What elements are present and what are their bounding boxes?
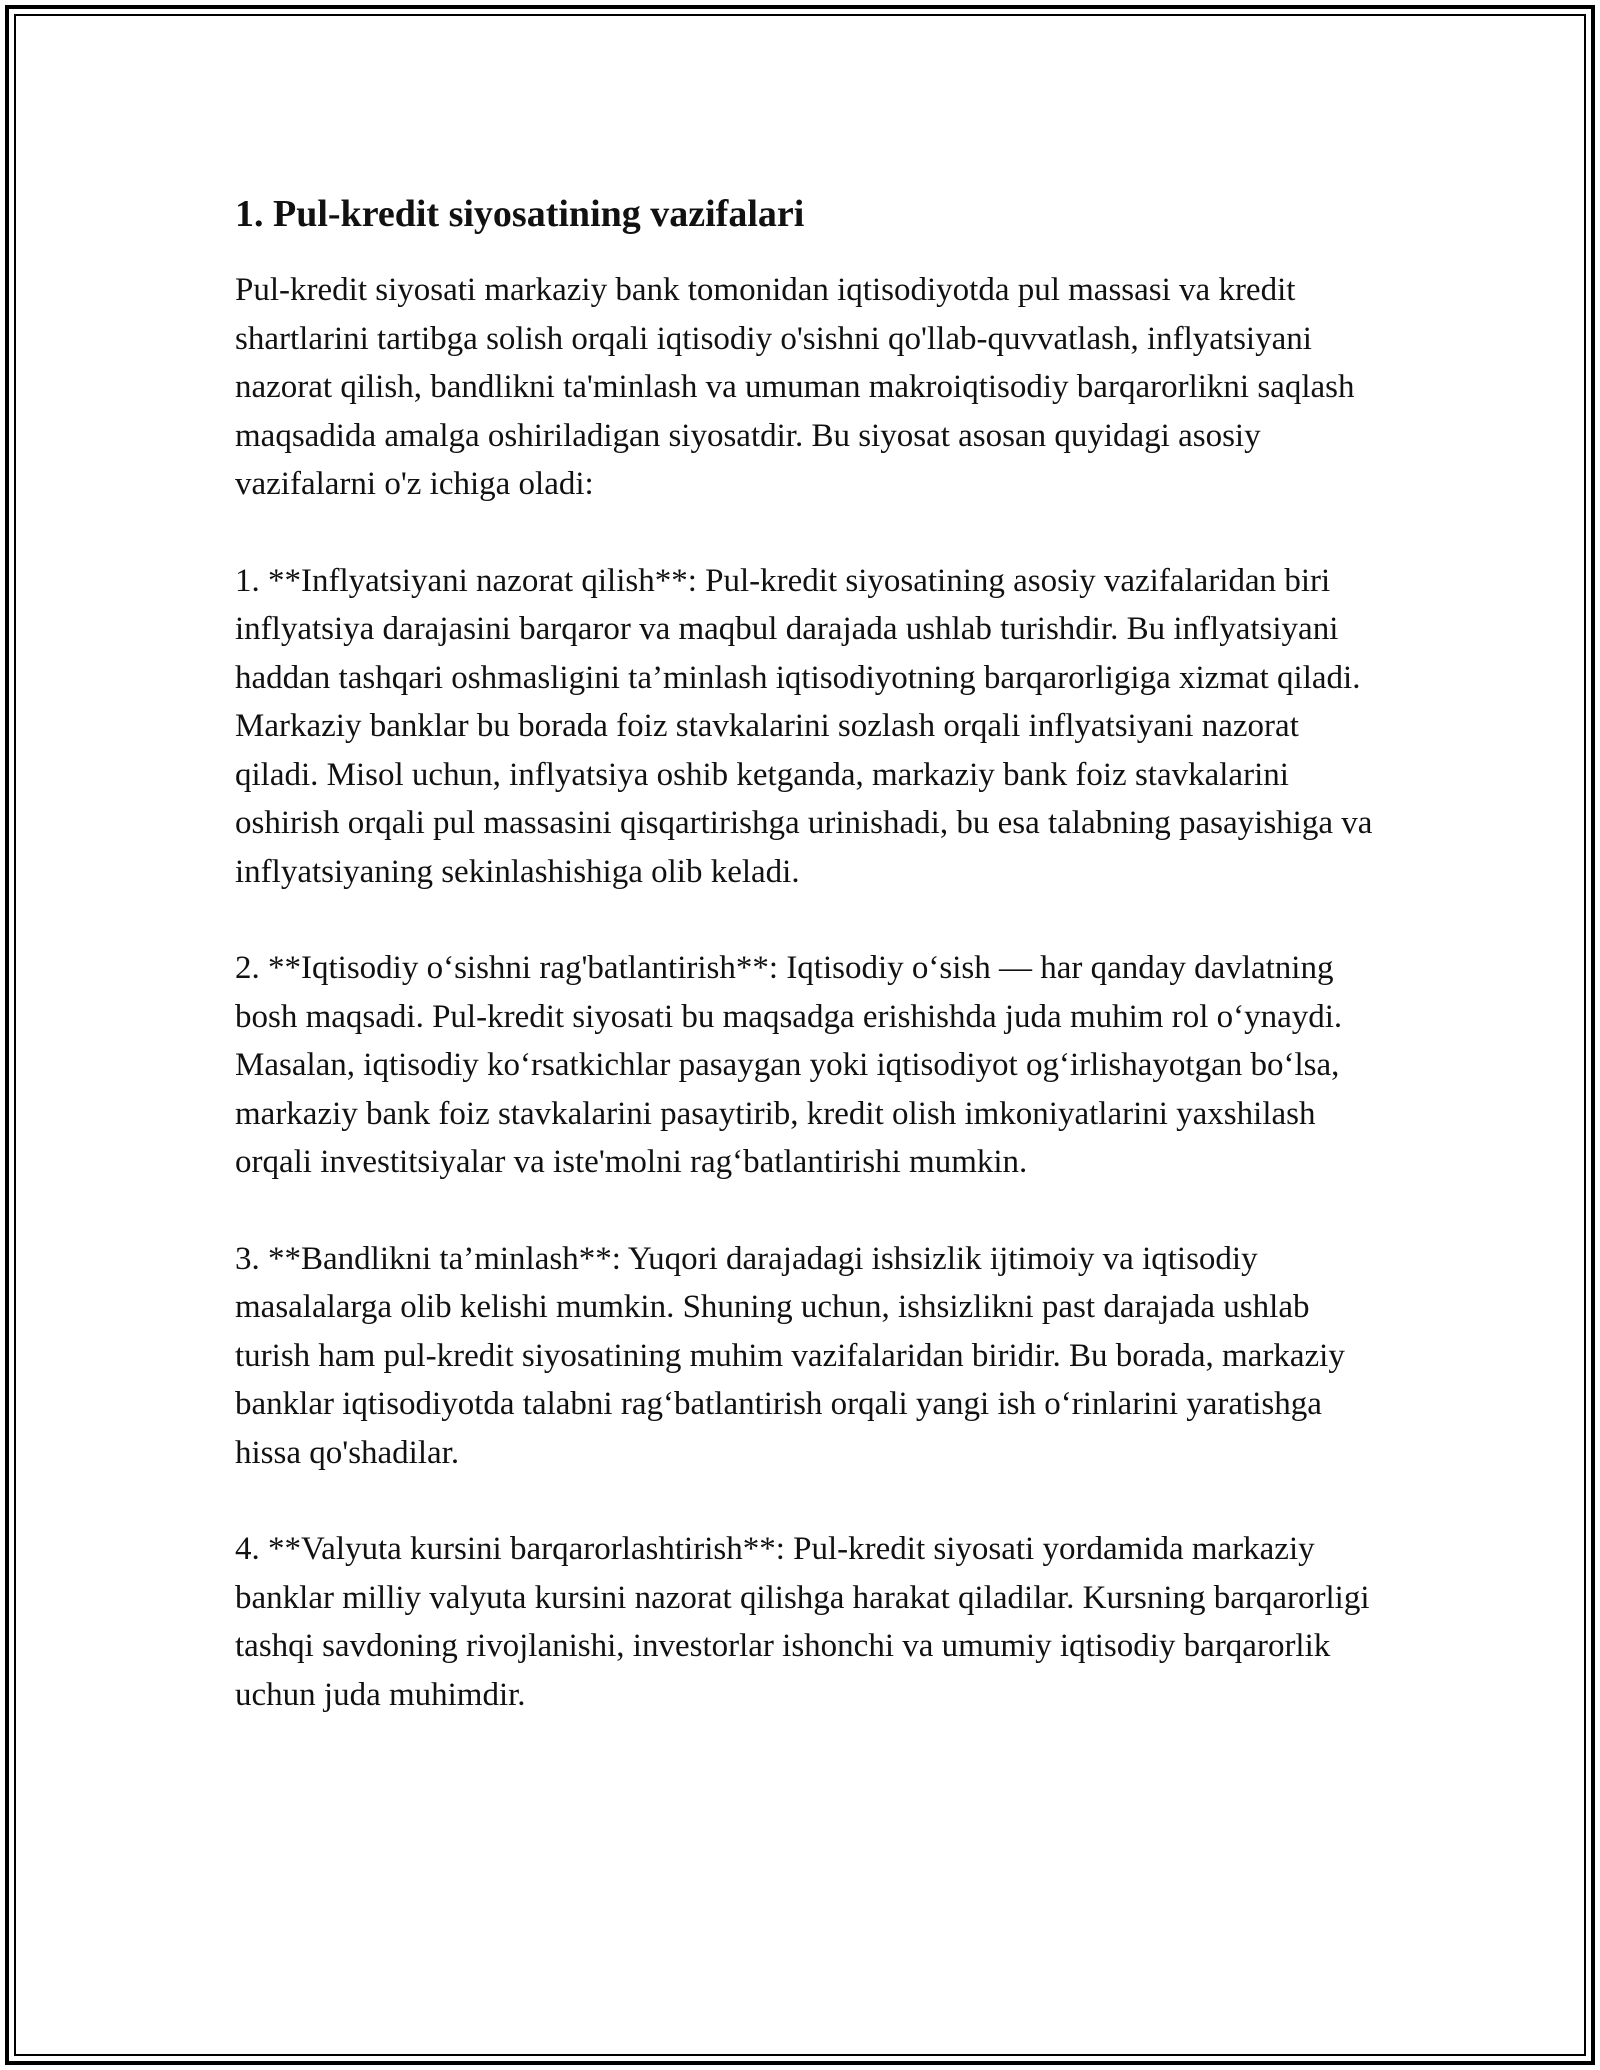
list-item-employment: 3. **Bandlikni ta’minlash**: Yuqori darajadagi ishsizlik ijtimoiy va iqtisodiy masalalarga olib kelishi mumkin. Shuning uchun, ishsizlikni past darajada ushlab turish ham pul-kredit siyosatining muhim vazifalaridan biridir. Bu borada, markaziy banklar iqtisodiyotda talabni rag‘batlantirish orqali yangi ish o‘rinlarini yaratishga hissa qo'shadilar.: [235, 1240, 1345, 1471]
list-item-inflation: 1. **Inflyatsiyani nazorat qilish**: Pul-kredit siyosatining asosiy vazifalaridan biri inflyatsiya darajasini barqaror va maqbul darajada ushlab turishdir. Bu inflyatsiyani haddan tashqari oshmasligini ta’minlash iqtisodiyotning barqarorligiga xizmat qiladi. Markaziy banklar bu borada foiz stavkalarini sozlash orqali inflyatsiyani nazorat qiladi. Misol uchun, inflyatsiya oshib ketganda, markaziy bank foiz stavkalarini oshirish orqali pul massasini qisqartirishga urinishadi, bu esa talabning pasayishiga va inflyatsiyaning sekinlashishiga olib keladi.: [235, 562, 1373, 890]
document-body: [235, 188, 1375, 1767]
intro-paragraph: Pul-kredit siyosati markaziy bank tomonidan iqtisodiyotda pul massasi va kredit shartlarini tartibga solish orqali iqtisodiy o'sishni qo'llab-quvvatlash, inflyatsiyani nazorat qilish, bandlikni ta'minlash va umuman makroiqtisodiy barqarorlikni saqlash maqsadida amalga oshiriladigan siyosatdir. Bu siyosat asosan quyidagi asosiy vazifalarni o'z ichiga oladi:: [235, 272, 1355, 502]
list-item-exchange-rate: 4. **Valyuta kursini barqarorlashtirish**: Pul-kredit siyosati yordamida markaziy banklar milliy valyuta kursini nazorat qilishga harakat qiladilar. Kursning barqarorligi tashqi savdoning rivojlanishi, investorlar ishonchi va umumiy iqtisodiy barqarorlik uchun juda muhimdir.: [235, 1531, 1370, 1713]
list-item-growth: 2. **Iqtisodiy o‘sishni rag'batlantirish**: Iqtisodiy o‘sish — har qanday davlatning bosh maqsadi. Pul-kredit siyosati bu maqsadga erishishda juda muhim rol o‘ynaydi. Masalan, iqtisodiy ko‘rsatkichlar pasaygan yoki iqtisodiyot og‘irlishayotgan bo‘lsa, markaziy bank foiz stavkalarini pasaytirib, kredit olish imkoniyatlarini yaxshilash orqali investitsiyalar va iste'molni rag‘batlantirishi mumkin.: [235, 950, 1343, 1180]
section-heading: 1. Pul-kredit siyosatining vazifalari: [235, 193, 805, 235]
